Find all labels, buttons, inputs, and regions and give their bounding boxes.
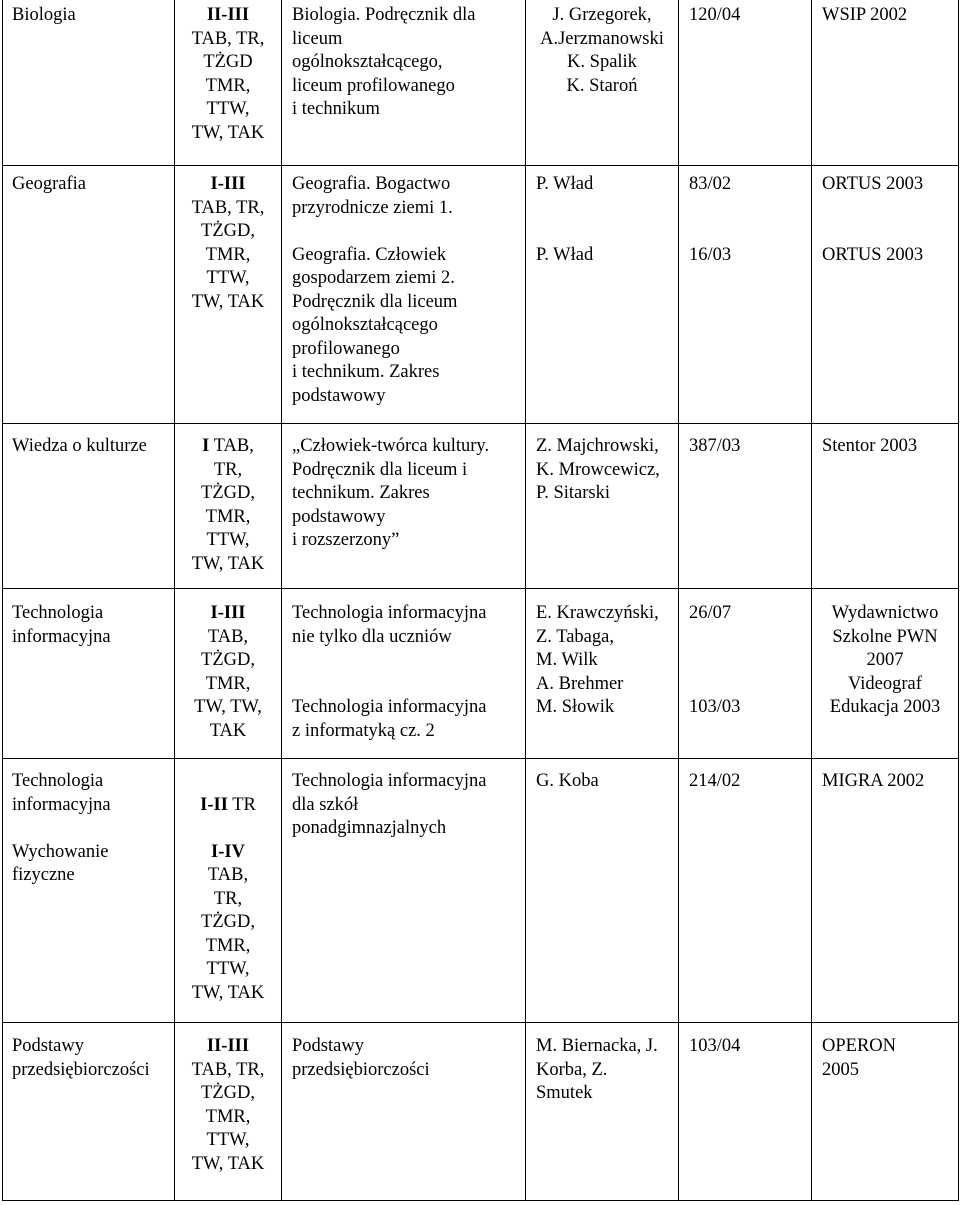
- author-line: K. Mrowcewicz,: [536, 459, 660, 480]
- subject-cell: [12, 4, 76, 28]
- profile-line: TW, TAK: [191, 122, 265, 143]
- author-line: K. Spalik: [567, 52, 637, 72]
- profile-line: TR,: [213, 459, 243, 480]
- publisher-line: Edukacja 2003: [829, 697, 941, 717]
- column-divider: [281, 0, 282, 1201]
- level-cell: [175, 173, 281, 314]
- profile-line: TW, TW,: [194, 697, 262, 717]
- author-line: P. Sitarski: [536, 483, 611, 503]
- column-divider: [525, 0, 526, 1201]
- author-line: E. Krawczyński,: [536, 603, 659, 623]
- title-line: podstawowy: [292, 506, 386, 527]
- title-line: podstawowy: [292, 385, 386, 406]
- subject-line: Wychowanie: [12, 841, 109, 862]
- subject-line: informacyjna: [12, 794, 111, 815]
- author-line: G. Koba: [536, 771, 599, 791]
- profile-line: TR,: [213, 888, 243, 909]
- level-cell: [175, 602, 281, 743]
- column-divider: [811, 0, 812, 1201]
- column-divider: [678, 0, 679, 1201]
- author-line: M. Biernacka, J.: [536, 1036, 658, 1056]
- row-divider: [2, 165, 958, 166]
- title-line: liceum: [292, 28, 343, 49]
- subject-line: Technologia: [12, 771, 104, 791]
- level-label: I: [202, 436, 210, 456]
- profile-line: TTW,: [206, 1130, 250, 1150]
- authors-cell: [536, 1035, 658, 1106]
- title-line: liceum profilowanego: [292, 75, 455, 96]
- profile-line: TŻGD,: [201, 483, 255, 503]
- profile-line: TW, TAK: [191, 982, 265, 1003]
- title-line: ogólnokształcącego: [292, 315, 438, 335]
- authors-cell: [536, 602, 659, 720]
- profile-line: TTW,: [206, 959, 250, 979]
- title-line: gospodarzem ziemi 2.: [292, 268, 455, 288]
- publisher-line: WSIP 2002: [822, 5, 908, 25]
- level-cell: [175, 4, 281, 145]
- title-cell: [292, 602, 486, 743]
- profile-line: TMR,: [205, 1106, 251, 1127]
- number-cell: [689, 435, 740, 459]
- title-line: Biologia. Podręcznik dla: [292, 5, 476, 25]
- publisher-cell: [812, 602, 958, 720]
- author-line: M. Wilk: [536, 650, 598, 670]
- row-divider: [2, 588, 958, 589]
- title-cell: [292, 435, 489, 553]
- publisher-line: MIGRA 2002: [822, 771, 925, 791]
- subject-line: Geografia: [12, 174, 86, 194]
- publisher-line: 2005: [822, 1059, 859, 1080]
- title-line: „Człowiek-twórca kultury.: [292, 436, 490, 456]
- profile-line: TR: [227, 794, 256, 815]
- publisher-line: ORTUS 2003: [822, 174, 924, 194]
- publisher-line: Szkolne PWN: [832, 626, 938, 647]
- title-line: Podręcznik dla liceum i: [292, 459, 468, 480]
- subject-cell: [12, 1035, 150, 1082]
- title-cell: [292, 1035, 430, 1082]
- title-line: i technikum: [292, 99, 380, 119]
- title-line: Technologia informacyjna: [292, 697, 487, 717]
- subject-cell: [12, 602, 111, 649]
- approval-number: 16/03: [689, 244, 732, 265]
- level-cell: [175, 1035, 281, 1176]
- title-line: Technologia informacyjna: [292, 771, 487, 791]
- author-line: A.Jerzmanowski: [540, 28, 664, 49]
- subject-cell: [12, 435, 147, 459]
- publisher-line: Wydawnictwo: [831, 603, 939, 623]
- publisher-cell: [822, 770, 924, 794]
- row-divider: [2, 423, 958, 424]
- authors-cell: [536, 770, 599, 794]
- profile-line: TAB,: [207, 626, 249, 647]
- publisher-cell: [822, 4, 907, 28]
- table-right-border: [958, 0, 959, 1201]
- subject-line: Biologia: [12, 5, 76, 25]
- publisher-line: OPERON: [822, 1036, 897, 1056]
- title-line: technikum. Zakres: [292, 483, 430, 503]
- profile-line: TW, TAK: [191, 291, 265, 312]
- publisher-line: Stentor 2003: [822, 436, 918, 456]
- publisher-line: ORTUS 2003: [822, 244, 924, 265]
- profile-line: TTW,: [206, 268, 250, 288]
- subject-line: fizyczne: [12, 865, 75, 885]
- author-line: Z. Majchrowski,: [536, 436, 659, 456]
- title-line: Podstawy: [292, 1036, 364, 1056]
- profile-line: TAB,: [207, 865, 249, 885]
- profile-line: TMR,: [205, 244, 251, 265]
- publisher-cell: [822, 435, 917, 459]
- publisher-cell: [822, 173, 923, 267]
- author-line: Z. Tabaga,: [536, 626, 614, 647]
- level-label: I-II: [200, 794, 228, 815]
- authors-cell: [526, 4, 678, 98]
- level-label: I-III: [210, 603, 246, 623]
- subject-line: Podstawy: [12, 1036, 84, 1056]
- profile-line: TŻGD,: [201, 650, 255, 670]
- level-label: I-III: [210, 174, 246, 194]
- publisher-cell: [822, 1035, 896, 1082]
- profile-line: TŻGD,: [201, 221, 255, 241]
- level-label: II-III: [206, 5, 250, 25]
- profile-line: TŻGD: [203, 52, 253, 72]
- row-divider: [2, 758, 958, 759]
- approval-number: 83/02: [689, 174, 732, 194]
- author-line: Smutek: [536, 1083, 593, 1103]
- level-label: II-III: [206, 1036, 250, 1056]
- profile-line: TŻGD,: [201, 912, 255, 932]
- level-cell: [175, 435, 281, 576]
- author-line: Korba, Z.: [536, 1059, 608, 1080]
- title-line: przedsiębiorczości: [292, 1059, 430, 1080]
- author-line: K. Staroń: [566, 75, 638, 96]
- title-line: Technologia informacyjna: [292, 603, 487, 623]
- profile-line: TW, TAK: [191, 1153, 265, 1174]
- subject-line: przedsiębiorczości: [12, 1059, 150, 1080]
- profile-line: TW, TAK: [191, 553, 265, 574]
- profile-line: TAB,: [213, 436, 254, 456]
- title-line: dla szkół: [292, 794, 359, 815]
- profile-line: TAB, TR,: [191, 28, 265, 49]
- title-cell: [292, 4, 475, 122]
- title-line: przyrodnicze ziemi 1.: [292, 197, 453, 218]
- publisher-line: Videograf: [848, 673, 922, 694]
- profile-line: TAB, TR,: [191, 1059, 265, 1080]
- title-line: z informatyką cz. 2: [292, 720, 435, 741]
- subject-line: Wiedza o kulturze: [12, 436, 147, 456]
- number-cell: [689, 602, 740, 720]
- profile-line: TMR,: [205, 935, 251, 956]
- title-line: Podręcznik dla liceum: [292, 291, 458, 312]
- title-line: ponadgimnazjalnych: [292, 818, 447, 838]
- title-line: Geografia. Człowiek: [292, 244, 447, 265]
- number-cell: [689, 770, 740, 794]
- number-cell: [689, 1035, 740, 1059]
- profile-line: TTW,: [206, 530, 250, 550]
- profile-line: TAK: [209, 720, 247, 741]
- approval-number: 103/03: [689, 697, 741, 717]
- number-cell: [689, 173, 731, 267]
- title-line: i technikum. Zakres: [292, 362, 440, 382]
- profile-line: TMR,: [205, 506, 251, 527]
- authors-cell: [536, 173, 593, 267]
- level-cell: [175, 770, 281, 1005]
- subject-line: Technologia: [12, 603, 104, 623]
- subject-cell: [12, 770, 111, 888]
- title-line: i rozszerzony”: [292, 530, 400, 550]
- author-line: P. Wład: [536, 174, 594, 194]
- author-line: J. Grzegorek,: [552, 5, 652, 25]
- author-line: M. Słowik: [536, 697, 615, 717]
- profile-line: TMR,: [205, 673, 251, 694]
- level-label: I-IV: [211, 841, 245, 862]
- approval-number: 26/07: [689, 603, 732, 623]
- author-line: P. Wład: [536, 244, 594, 265]
- approval-number: 387/03: [689, 436, 741, 456]
- title-line: profilowanego: [292, 338, 400, 359]
- publisher-line: 2007: [866, 650, 904, 670]
- table-left-border: [2, 0, 3, 1201]
- profile-line: TAB, TR,: [191, 197, 265, 218]
- row-divider: [2, 1200, 958, 1201]
- profile-line: TMR,: [205, 75, 251, 96]
- approval-number: 120/04: [689, 5, 741, 25]
- profile-line: TTW,: [206, 99, 250, 119]
- subject-line: informacyjna: [12, 626, 111, 647]
- title-line: ogólnokształcącego,: [292, 52, 443, 72]
- approval-number: 214/02: [689, 771, 741, 791]
- title-line: Geografia. Bogactwo: [292, 174, 451, 194]
- title-cell: [292, 173, 457, 408]
- title-line: nie tylko dla uczniów: [292, 626, 452, 647]
- subject-cell: [12, 173, 86, 197]
- authors-cell: [536, 435, 660, 506]
- author-line: A. Brehmer: [536, 673, 624, 694]
- profile-line: TŻGD,: [201, 1083, 255, 1103]
- row-divider: [2, 1022, 958, 1023]
- title-cell: [292, 770, 486, 841]
- approval-number: 103/04: [689, 1036, 741, 1056]
- number-cell: [689, 4, 740, 28]
